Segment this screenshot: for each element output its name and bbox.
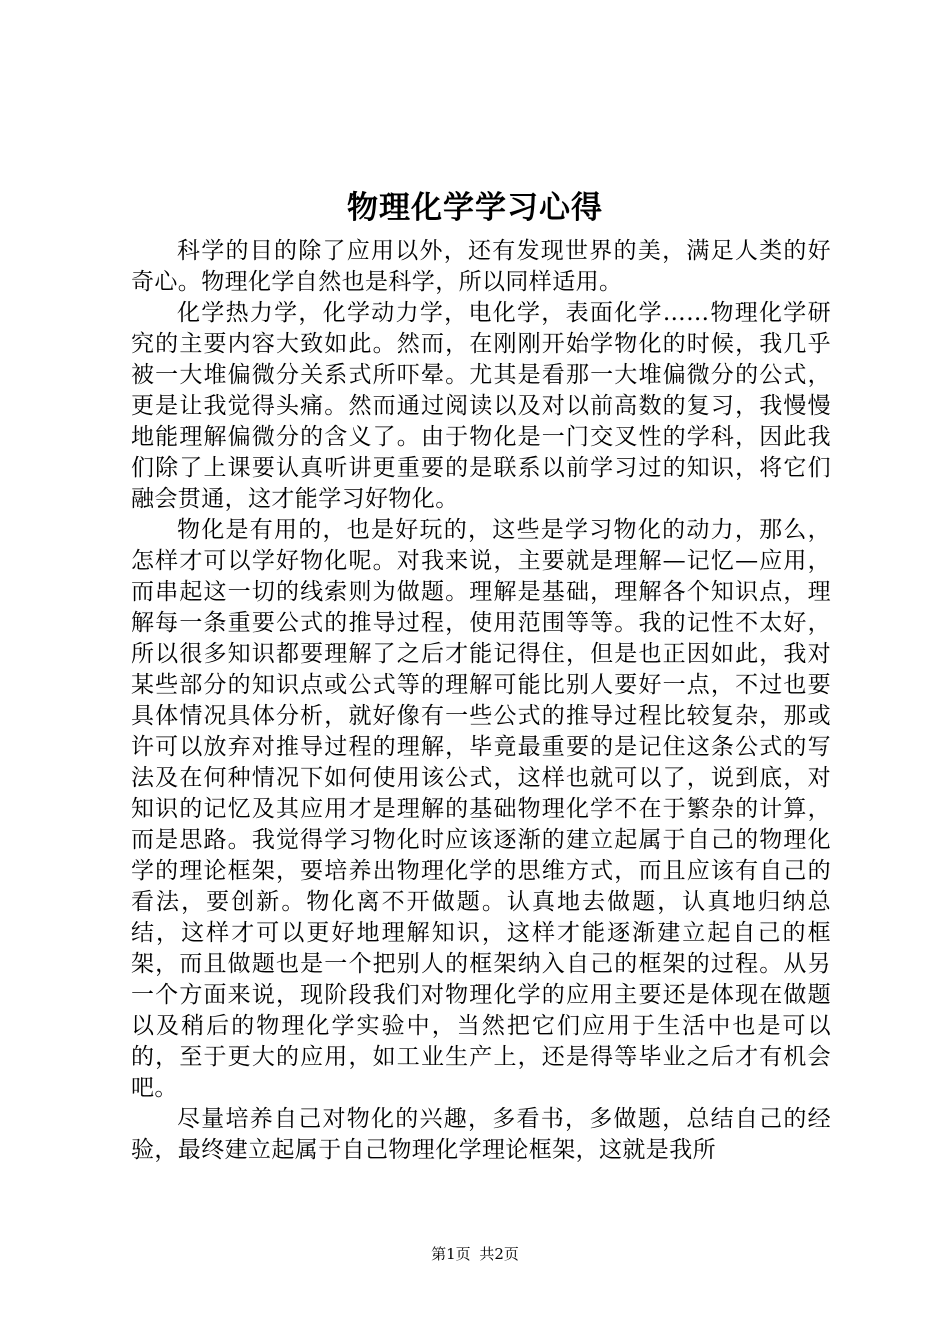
- document-body: [131, 236, 831, 1166]
- paragraph: 尽量培养自己对物化的兴趣，多看书，多做题，总结自己的经验，最终建立起属于自己物理化学理论框架，这就是我所: [131, 1106, 831, 1163]
- paragraph: 物化是有用的，也是好玩的，这些是学习物化的动力，那么，怎样才可以学好物化呢。对我来说，主要就是理解—记忆—应用，而串起这一切的线索则为做题。理解是基础，理解各个知识点，理解每一条重要公式的推导过程，使用范围等等。我的记性不太好，所以很多知识都要理解了之后才能记得住，但是也正因如此，我对某些部分的知识点或公式等的理解可能比别人要好一点，不过也要具体情况具体分析，就好像有一些公式的推导过程比较复杂，那或许可以放弃对推导过程的理解，毕竟最重要的是记住这条公式的写法及在何种情况下如何使用该公式，这样也就可以了，说到底，对知识的记忆及其应用才是理解的基础物理化学不在于繁杂的计算，而是思路。我觉得学习物化时应该逐渐的建立起属于自己的物理化学的理论框架，要培养出物理化学的思维方式，而且应该有自己的看法，要创新。物化离不开做题。认真地去做题，认真地归纳总结，这样才可以更好地理解知识，这样才能逐渐建立起自己的框架，而且做题也是一个把别人的框架纳入自己的框架的过程。从另一个方面来说，现阶段我们对物理化学的应用主要还是体现在做题以及稍后的物理化学实验中，当然把它们应用于生活中也是可以的，至于更大的应用，如工业生产上，还是得等毕业之后才有机会吧。: [131, 517, 831, 1101]
- document-title: 物理化学学习心得: [347, 190, 603, 226]
- page-total: 共2页: [479, 1245, 519, 1263]
- paragraph: 科学的目的除了应用以外，还有发现世界的美，满足人类的好奇心。物理化学自然也是科学，所以同样适用。: [131, 238, 831, 295]
- page-footer: [0, 1244, 950, 1264]
- page-number: 第1页: [431, 1245, 471, 1263]
- paragraph: 化学热力学，化学动力学，电化学，表面化学……物理化学研究的主要内容大致如此。然而，在刚刚开始学物化的时候，我几乎被一大堆偏微分关系式所吓晕。尤其是看那一大堆偏微分的公式，更是让我觉得头痛。然而通过阅读以及对以前高数的复习，我慢慢地能理解偏微分的含义了。由于物化是一门交叉性的学科，因此我们除了上课要认真听讲更重要的是联系以前学习过的知识，将它们融会贯通，这才能学习好物化。: [131, 300, 831, 512]
